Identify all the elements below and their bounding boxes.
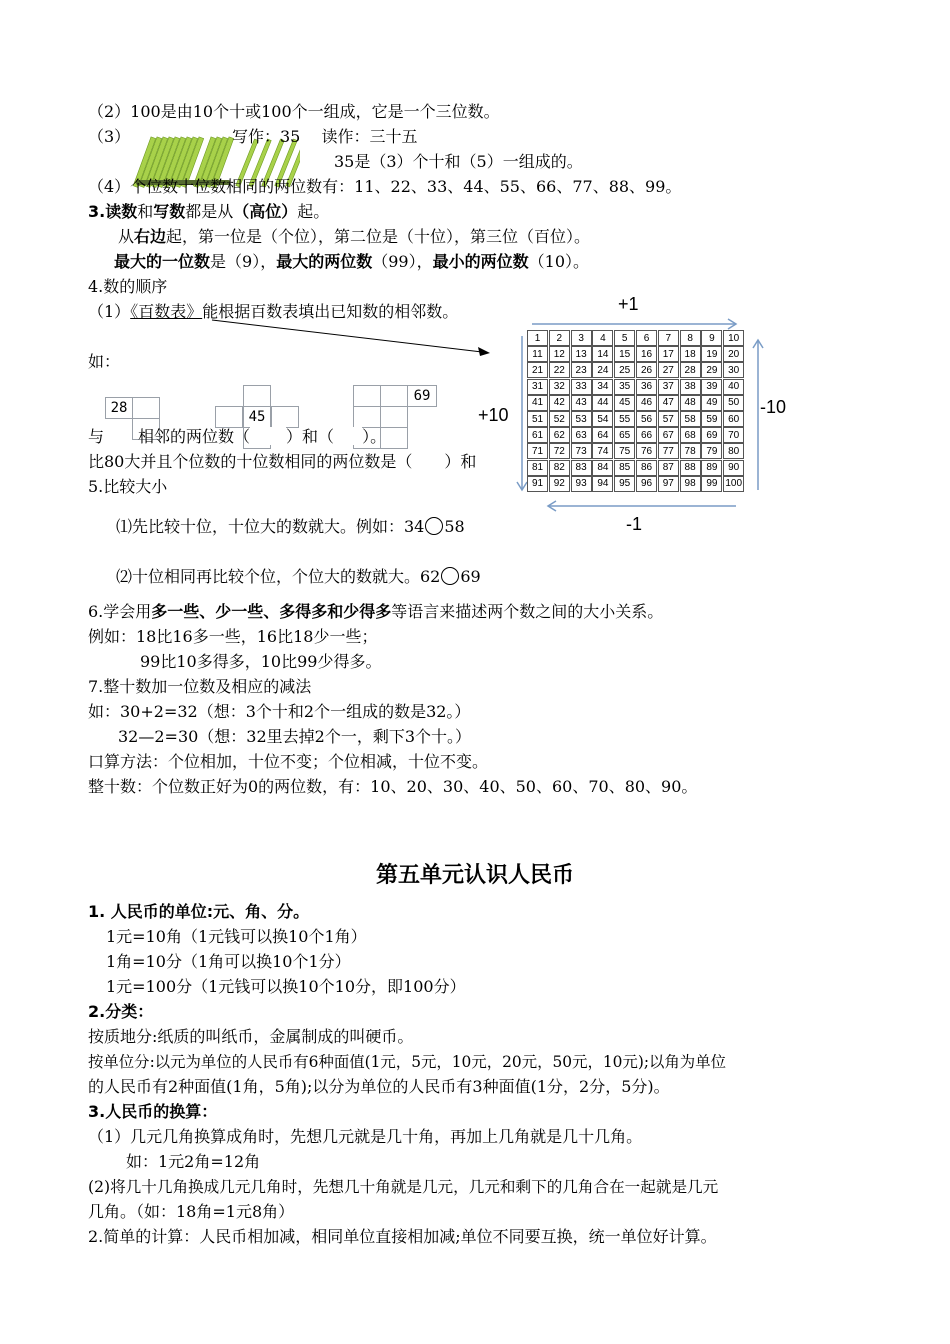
classification-material: 按质地分:纸质的叫纸币，金属制成的叫硬币。: [88, 1027, 414, 1046]
hundred-chart-cell: 72: [549, 443, 570, 459]
hundred-chart-cell: 17: [658, 346, 679, 362]
mental-math-method: 口算方法：个位相加，十位不变；个位相减，十位不变。: [88, 752, 489, 771]
hundred-chart-cell: 9: [701, 330, 722, 346]
hundred-chart-cell: 100: [723, 476, 744, 492]
hundred-chart-cell: 13: [571, 346, 592, 362]
compare-circle-1[interactable]: [425, 517, 443, 535]
rmb-unit-jiao-fen: 1角=10分（1角可以换10个1分）: [106, 952, 351, 971]
hundred-chart-cell: 51: [527, 411, 548, 427]
hundred-chart-cell: 82: [549, 460, 570, 476]
hundred-chart-cell: 1: [527, 330, 548, 346]
hundred-chart-cell: 64: [592, 427, 613, 443]
addition-example-1: 如：30+2=32（想：3个十和2个一组成的数是32。）: [88, 702, 471, 721]
hundred-chart-cell: 70: [723, 427, 744, 443]
hundred-chart-cell: 55: [614, 411, 635, 427]
line-3-write-read: 写作：35 读作：三十五: [232, 127, 418, 146]
hundred-chart-intro: （1）《百数表》能根据百数表填出已知数的相邻数。: [88, 302, 459, 321]
comparison-example-2: 99比10多得多，10比99少得多。: [140, 652, 382, 671]
hundred-chart-cell: 89: [701, 460, 722, 476]
hundred-chart-cell: 75: [614, 443, 635, 459]
plus1-label: +1: [618, 294, 639, 314]
line-from-right: 从右边起，第一位是（个位），第二位是（十位），第三位（百位）。: [118, 227, 591, 246]
hundred-chart-cell: 58: [680, 411, 701, 427]
conversion-rule-1: （1）几元几角换算成角时，先想几元就是几十角，再加上几角就是几十几角。: [88, 1127, 643, 1146]
hundred-chart-cell: 92: [549, 476, 570, 492]
hundred-chart-cell: 24: [592, 362, 613, 378]
hundred-chart-cell: 35: [614, 379, 635, 395]
blank-cell[interactable]: [380, 406, 408, 428]
line-3-compose: 35是（3）个十和（5）一组成的。: [334, 152, 583, 171]
hundred-chart-cell: 91: [527, 476, 548, 492]
hundred-chart-cell: 73: [571, 443, 592, 459]
compare-heading: 5.比较大小: [88, 477, 168, 496]
hundred-chart-cell: 57: [658, 411, 679, 427]
hundred-chart-cell: 66: [636, 427, 657, 443]
comparison-example-1: 例如：18比16多一些，16比18少一些；: [88, 627, 378, 646]
classification-unit-2: 的人民币有2种面值(1角，5角);以分为单位的人民币有3种面值(1分，2分，5分)。: [88, 1077, 670, 1096]
hundred-chart-cell: 62: [549, 427, 570, 443]
hundred-chart-cell: 7: [658, 330, 679, 346]
hundred-chart-cell: 93: [571, 476, 592, 492]
hundred-chart-cell: 68: [680, 427, 701, 443]
hundred-chart-cell: 79: [701, 443, 722, 459]
classification-unit-1: 按单位分:以元为单位的人民币有6种面值(1元，5元，10元，20元，50元，10元);以角为单位: [88, 1053, 726, 1071]
hundred-chart-cell: 50: [723, 395, 744, 411]
hundred-chart-cell: 77: [658, 443, 679, 459]
hundred-chart-cell: 43: [571, 395, 592, 411]
blank-cell[interactable]: [353, 385, 381, 407]
hundred-chart-cell: 48: [680, 395, 701, 411]
hundred-chart-cell: 86: [636, 460, 657, 476]
blank-cell[interactable]: [215, 406, 243, 428]
hundred-chart-cell: 47: [658, 395, 679, 411]
hundred-chart-cell: 56: [636, 411, 657, 427]
compare-rule-1: ⑴先比较十位，十位大的数就大。例如：34 58: [116, 517, 465, 536]
rmb-units-heading: 1. 人民币的单位:元、角、分。: [88, 902, 310, 921]
hundred-chart-cell: 23: [571, 362, 592, 378]
hundred-chart-cell: 14: [592, 346, 613, 362]
rmb-unit-yuan-fen: 1元=100分（1元钱可以换10个10分，即100分）: [106, 977, 466, 996]
hundred-chart-cell: 36: [636, 379, 657, 395]
hundred-chart-cell: 30: [723, 362, 744, 378]
bigger-than-80-line: 比80大并且个位数的十位数相同的两位数是（ ）和: [88, 452, 477, 471]
conversion-example-1: 如：1元2角=12角: [126, 1152, 261, 1171]
hundred-chart-cell: 60: [723, 411, 744, 427]
hundred-chart-cell: 37: [658, 379, 679, 395]
addition-example-2: 32—2=30（想：32里去掉2个一，剩下3个十。）: [118, 727, 472, 746]
hundred-chart-cell: 28: [680, 362, 701, 378]
hundred-chart-cell: 84: [592, 460, 613, 476]
hundred-chart-cell: 12: [549, 346, 570, 362]
hundred-chart-cell: 33: [571, 379, 592, 395]
hundred-chart-cell: 31: [527, 379, 548, 395]
hundred-chart-cell: 69: [701, 427, 722, 443]
line-4-same-digits: （4）个位数十位数相同的两位数有：11、22、33、44、55、66、77、88、99。: [88, 177, 682, 196]
hundred-chart-cell: 85: [614, 460, 635, 476]
hundred-chart-cell: 67: [658, 427, 679, 443]
classification-heading: 2.分类：: [88, 1002, 154, 1021]
hundred-chart-cell: 42: [549, 395, 570, 411]
hundred-chart-cell: 95: [614, 476, 635, 492]
adjacent-numbers-line: 与 相邻的两位数（ ）和（ ）。: [88, 427, 387, 446]
hundred-chart-cell: 63: [571, 427, 592, 443]
hundred-chart-cell: 34: [592, 379, 613, 395]
conversion-rule-2: (2)将几十几角换成几元几角时，先想几十角就是几元，几元和剩下的几角合在一起就是几元: [88, 1178, 719, 1196]
hundred-chart-cell: 44: [592, 395, 613, 411]
hundred-chart-cell: 59: [701, 411, 722, 427]
hundred-chart-cell: 83: [571, 460, 592, 476]
hundred-chart-cell: 41: [527, 395, 548, 411]
hundred-chart-cell: 21: [527, 362, 548, 378]
line-3-prefix: （3）: [88, 127, 131, 146]
hundred-chart-cell: 2: [549, 330, 570, 346]
hundred-chart-cell: 52: [549, 411, 570, 427]
pointer-arrow: [200, 318, 500, 358]
hundred-chart-cell: 26: [636, 362, 657, 378]
hundred-chart-cell: 88: [680, 460, 701, 476]
hundred-chart-cell: 38: [680, 379, 701, 395]
hundred-chart-cell: 39: [701, 379, 722, 395]
simple-calculation: 2.简单的计算：人民币相加减，相同单位直接相加减;单位不同要互换，统一单位好计算。: [88, 1227, 717, 1246]
hundred-chart-cell: 16: [636, 346, 657, 362]
rmb-unit-yuan-jiao: 1元=10角（1元钱可以换10个1角）: [106, 927, 367, 946]
hundred-chart-cell: 78: [680, 443, 701, 459]
hundred-chart-cell: 80: [723, 443, 744, 459]
hundred-chart-cell: 98: [680, 476, 701, 492]
hundred-chart-cell: 96: [636, 476, 657, 492]
example-label: 如：: [88, 352, 121, 371]
line-largest-smallest: 最大的一位数是（9），最大的两位数（99），最小的两位数（10）。: [114, 252, 590, 271]
blank-cell[interactable]: [353, 406, 381, 428]
hundred-chart-cell: 53: [571, 411, 592, 427]
compare-circle-2[interactable]: [441, 567, 459, 585]
hundred-chart-cell: 76: [636, 443, 657, 459]
hundred-chart-cell: 87: [658, 460, 679, 476]
hundred-chart-cell: 18: [680, 346, 701, 362]
conversion-example-2: 几角。（如：18角=1元8角）: [88, 1202, 295, 1221]
hundred-chart-cell: 54: [592, 411, 613, 427]
hundred-chart-cell: 46: [636, 395, 657, 411]
hundred-chart-cell: 29: [701, 362, 722, 378]
hundred-chart-cell: 22: [549, 362, 570, 378]
hundred-chart-cell: 65: [614, 427, 635, 443]
hundred-chart-cell: 19: [701, 346, 722, 362]
hundred-chart-cell: 97: [658, 476, 679, 492]
minus1-label: -1: [626, 514, 643, 534]
hundred-chart-cell: 40: [723, 379, 744, 395]
hundred-chart-cell: 25: [614, 362, 635, 378]
conversion-heading: 3.人民币的换算：: [88, 1102, 218, 1121]
hundred-chart-cell: 6: [636, 330, 657, 346]
hundred-chart-cell: 10: [723, 330, 744, 346]
hundred-chart-cell: 45: [614, 395, 635, 411]
hundred-chart-cell: 27: [658, 362, 679, 378]
hundred-chart-cell: 49: [701, 395, 722, 411]
hundred-chart-cell: 5: [614, 330, 635, 346]
blank-cell[interactable]: [271, 406, 299, 428]
minus10-label: -10: [760, 397, 787, 417]
number-order-heading: 4.数的顺序: [88, 277, 168, 296]
hundred-chart-cell: 20: [723, 346, 744, 362]
hundred-chart-cell: 15: [614, 346, 635, 362]
blank-cell[interactable]: [132, 397, 160, 419]
hundred-chart-cell: 32: [549, 379, 570, 395]
hundred-chart-cell: 8: [680, 330, 701, 346]
blank-cell[interactable]: [243, 385, 271, 407]
blank-cell[interactable]: [380, 385, 408, 407]
whole-tens-line: 整十数：个位数正好为0的两位数，有：10、20、30、40、50、60、70、80、90。: [88, 777, 698, 796]
hundred-chart-cell: 71: [527, 443, 548, 459]
hundred-chart-cell: 11: [527, 346, 548, 362]
compare-rule-2: ⑵十位相同再比较个位，个位大的数就大。62 69: [116, 567, 481, 586]
hundred-chart-cell: 61: [527, 427, 548, 443]
hundred-chart-cell: 90: [723, 460, 744, 476]
unit5-title: 第五单元认识人民币: [375, 863, 574, 888]
hundred-chart-cell: 74: [592, 443, 613, 459]
addition-heading: 7.整十数加一位数及相应的减法: [88, 677, 312, 696]
hundred-chart-cell: 81: [527, 460, 548, 476]
line-read-write-order: 3.读数和写数都是从（高位）起。: [88, 202, 330, 221]
plus10-label: +10: [478, 405, 509, 425]
hundred-chart-cell: 94: [592, 476, 613, 492]
hundred-chart-cell: 3: [571, 330, 592, 346]
hundred-chart-cell: 99: [701, 476, 722, 492]
comparison-language: 6.学会用多一些、少一些、多得多和少得多等语言来描述两个数之间的大小关系。: [88, 602, 664, 621]
hundred-chart-cell: 4: [592, 330, 613, 346]
line-100-composition: （2）100是由10个十或100个一组成，它是一个三位数。: [88, 102, 500, 121]
